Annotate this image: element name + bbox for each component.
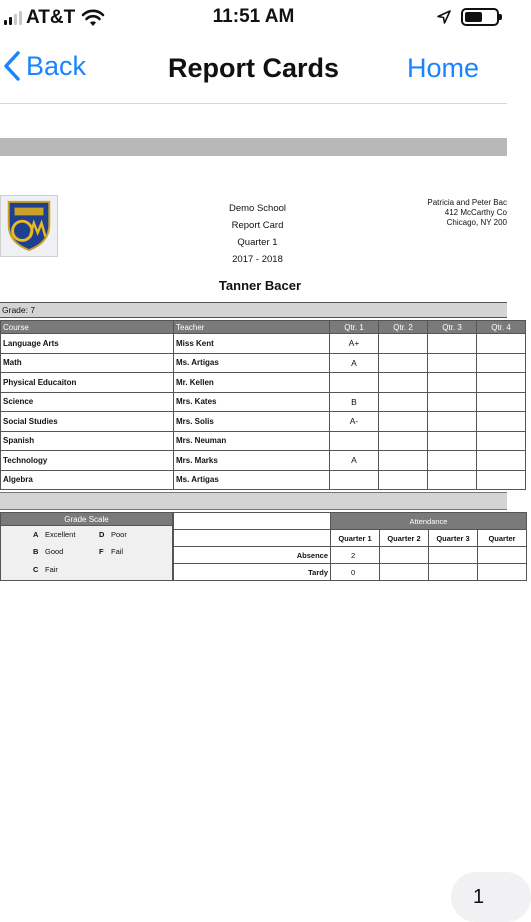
attendance-label: Absence [174,547,331,564]
quarter-header: Quarter [478,530,527,547]
course-cell: Language Arts [1,334,174,354]
grade-cell: A [330,353,379,373]
table-row [1,431,526,451]
attendance-value [380,564,429,581]
attendance-value: 2 [331,547,380,564]
grade-cell [379,451,428,471]
scale-letter: A [33,530,39,539]
grade-cell [428,392,477,412]
grade-cell [477,431,526,451]
table-row [1,392,526,412]
address-line: Chicago, NY 200 [446,218,507,227]
scale-item [33,565,58,574]
section-divider [0,492,507,510]
location-arrow-icon [437,10,451,24]
table-row [1,451,526,471]
home-button[interactable]: Home [406,53,479,83]
grade-cell [379,392,428,412]
page-number-badge: 1 [451,872,531,922]
attendance-value [429,564,478,581]
scale-item [99,547,123,556]
table-row [1,470,526,490]
student-name: Tanner Bacer [218,278,302,293]
document-type: Report Card [231,220,284,231]
grade-cell [379,431,428,451]
school-logo [0,195,58,257]
scale-item [33,547,63,556]
school-name: Demo School [228,203,287,214]
grade-scale-title: Grade Scale [0,512,173,526]
teacher-cell: Ms. Artigas [174,353,330,373]
scale-letter: F [99,547,104,556]
school-info [200,200,315,268]
scale-letter: B [33,547,39,556]
course-cell: Physical Educaiton [1,373,174,393]
column-header: Qtr. 3 [428,321,477,334]
grades-header-row [1,321,526,334]
grade-cell [428,412,477,432]
grade-cell [477,451,526,471]
scale-letter: D [99,530,105,539]
column-header: Qtr. 4 [477,321,526,334]
grade-cell [379,470,428,490]
back-button-label: Back [26,50,87,81]
column-header: Course [1,321,174,334]
grade-cell [477,334,526,354]
quarter-header: Quarter 2 [380,530,429,547]
teacher-cell: Mrs. Solis [174,412,330,432]
grade-cell [330,431,379,451]
teacher-cell: Ms. Artigas [174,470,330,490]
grade-cell [428,353,477,373]
school-year: 2017 - 2018 [232,254,283,265]
grades-table [0,320,526,490]
battery-icon [461,8,499,26]
scale-item [99,530,127,539]
grade-cell: A- [330,412,379,432]
teacher-cell: Mrs. Neuman [174,431,330,451]
column-header: Qtr. 2 [379,321,428,334]
quarter-header: Quarter 3 [429,530,478,547]
grade-cell [379,412,428,432]
table-row [1,334,526,354]
grade-cell [477,392,526,412]
grade-cell: B [330,392,379,412]
status-bar [0,0,507,36]
grade-cell [330,373,379,393]
grade-cell: A+ [330,334,379,354]
course-cell: Science [1,392,174,412]
attendance-table [173,512,527,581]
grade-cell [477,412,526,432]
quarter-header: Quarter 1 [331,530,380,547]
course-cell: Math [1,353,174,373]
table-row [174,564,527,581]
grade-cell [379,334,428,354]
column-header: Teacher [174,321,330,334]
course-cell: Spanish [1,431,174,451]
attendance-label: Tardy [174,564,331,581]
teacher-cell: Mrs. Kates [174,392,330,412]
scale-meaning: Poor [111,530,127,539]
blank-cell [174,513,331,530]
grade-cell [477,353,526,373]
grade-cell [428,373,477,393]
attendance-value [429,547,478,564]
grade-cell [477,373,526,393]
attendance-title-row [174,513,527,530]
grade-cell [428,334,477,354]
course-cell: Social Studies [1,412,174,432]
carrier-label: AT&T [26,7,76,28]
grade-cell [379,373,428,393]
scale-meaning: Fail [111,547,124,556]
table-row [1,373,526,393]
scale-letter: C [33,565,39,574]
column-header: Qtr. 1 [330,321,379,334]
table-row [1,412,526,432]
scale-meaning: Fair [45,565,58,574]
report-card-document[interactable] [0,104,516,908]
blank-cell [174,530,331,547]
grade-cell [428,470,477,490]
status-time: 11:51 AM [212,6,295,27]
attendance-value [478,564,527,581]
scale-meaning: Excellent [45,530,76,539]
parent-address [400,198,507,228]
teacher-cell: Miss Kent [174,334,330,354]
status-right [437,8,499,26]
grade-cell [428,451,477,471]
attendance-title: Attendance [331,513,527,530]
attendance-value: 0 [331,564,380,581]
teacher-cell: Mr. Kellen [174,373,330,393]
nav-bar [0,36,507,104]
grade-cell: A [330,451,379,471]
course-cell: Algebra [1,470,174,490]
grade-level: Grade: 7 [0,302,507,318]
scale-meaning: Good [45,547,64,556]
page-title: Report Cards [167,53,340,83]
term: Quarter 1 [237,237,278,248]
address-line: 412 McCarthy Co [444,208,507,217]
address-line: Patricia and Peter Bac [427,198,507,207]
header-band [0,138,507,156]
grade-cell [477,470,526,490]
teacher-cell: Mrs. Marks [174,451,330,471]
grade-cell [379,353,428,373]
grade-scale [0,526,173,581]
attendance-header-row [174,530,527,547]
table-row [1,353,526,373]
table-row [174,547,527,564]
grade-cell [330,470,379,490]
attendance-value [478,547,527,564]
course-cell: Technology [1,451,174,471]
attendance-value [380,547,429,564]
grade-cell [428,431,477,451]
scale-item [33,530,75,539]
